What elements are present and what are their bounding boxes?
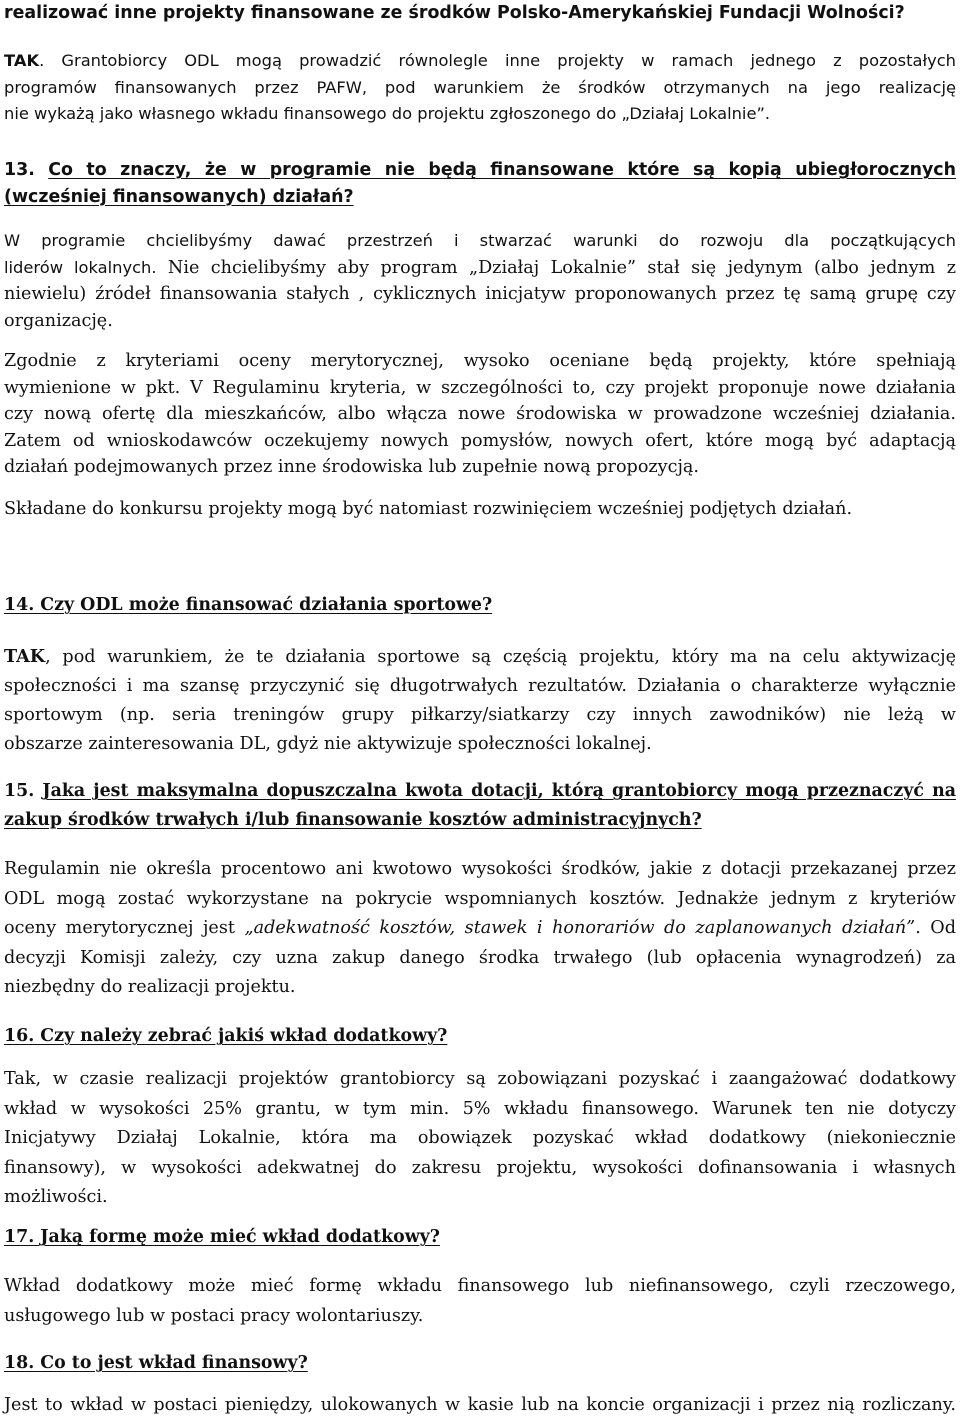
q12-answer: TAK. Grantobiorcy ODL mogą prowadzić równolegle inne projekty w ramach jednego z pozostałych programów finansowanych przez PAFW, pod warunkiem że środków otrzymanych na jego realizację nie wykażą jako własnego wkładu finansowego do projektu zgłoszonego do „Działaj Lokalnie”. (4, 51, 956, 123)
q14-heading: 14. Czy ODL może finansować działania sportowe? (4, 595, 493, 615)
q17-heading: 17. Jaką formę może mieć wkład dodatkowy? (4, 1227, 440, 1247)
q18-answer: Jest to wkład w postaci pieniędzy, ulokowanych w kasie lub na koncie organizacji i przez nią rozliczany. (4, 1395, 956, 1415)
q12-answer-tak: TAK (4, 51, 40, 70)
q13-paragraph-3: Składane do konkursu projekty mogą być natomiast rozwinięciem wcześniej podjętych działań. (4, 499, 853, 519)
q16-heading: 16. Czy należy zebrać jakiś wkład dodatkowy? (4, 1026, 448, 1046)
q14-answer-tak: TAK (4, 646, 46, 667)
q17-answer: Wkład dodatkowy może mieć formę wkładu finansowego lub niefinansowego, czyli rzeczowego, usługowego lub w postaci pracy wolontariuszy. (4, 1276, 956, 1326)
q13-paragraph-2: Zgodnie z kryteriami oceny merytorycznej, wysoko oceniane będą projekty, które spełniają wymienione w pkt. V Regulaminu kryteria, w szczególności to, czy projekt proponuje nowe działania czy nową ofertę dla mieszkańców, albo włącza nowe środowiska w prowadzone wcześniej działania. Zatem od wnioskodawców oczekujemy nowych pomysłów, nowych ofert, które mogą być adaptacją działań podejmowanych przez inne środowiska lub zupełnie nową propozycją. (4, 351, 956, 477)
q15-quote: „adekwatność kosztów, stawek i honorariów do zaplanowanych działań” (244, 918, 916, 938)
q15-answer: Regulamin nie określa procentowo ani kwotowo wysokości środków, jakie z dotacji przekazanej przez ODL mogą zostać wykorzystane na pokrycie wspomnianych kosztów. Jednakże jednym z kryteriów oceny merytorycznej jest „adekwatność kosztów, stawek i honorariów do zaplanowanych działań”. Od decyzji Komisji zależy, czy uzna zakup danego środka trwałego (lub opłacenia wynagrodzeń) za niezbędny do realizacji projektu. (4, 859, 956, 997)
q12-heading: realizować inne projekty finansowane ze środków Polsko-Amerykańskiej Fundacji Wolności? (4, 3, 905, 23)
q13-paragraph-1: W programie chcielibyśmy dawać przestrzeń i stwarzać warunki do rozwoju dla początkujących liderów lokalnych. Nie chcielibyśmy aby program „Działaj Lokalnie” stał się jedynym (albo jednym z niewielu) źródeł finansowania stałych , cyklicznych inicjatyw proponowanych przez tę samą grupę czy organizację. (4, 231, 956, 331)
q14-answer: TAK, pod warunkiem, że te działania sportowe są częścią projektu, który ma na celu aktywizację społeczności i ma szansę przyczynić się długotrwałych rezultatów. Działania o charakterze wyłącznie sportowym (np. seria treningów grupy piłkarzy/siatkarzy czy innych zawodników) nie leżą w obszarze zainteresowania DL, gdyż nie aktywizuje społeczności lokalnej. (4, 646, 956, 754)
q16-answer: Tak, w czasie realizacji projektów grantobiorcy są zobowiązani pozyskać i zaangażować dodatkowy wkład w wysokości 25% grantu, w tym min. 5% wkładu finansowego. Warunek ten nie dotyczy Inicjatywy Działaj Lokalnie, która ma obowiązek pozyskać wkład dodatkowy (niekoniecznie finansowy), w wysokości adekwatnej do zakresu projektu, wysokości dofinansowania i własnych możliwości. (4, 1069, 956, 1207)
q15-heading: 15. Jaka jest maksymalna dopuszczalna kwota dotacji, którą grantobiorcy mogą przeznaczyć na zakup środków trwałych i/lub finansowanie kosztów administracyjnych? (4, 781, 956, 830)
q18-heading: 18. Co to jest wkład finansowy? (4, 1353, 308, 1373)
q13-heading: 13. Co to znaczy, że w programie nie będą finansowane które są kopią ubiegłorocznych (wcześniej finansowanych) działań? (4, 160, 956, 207)
